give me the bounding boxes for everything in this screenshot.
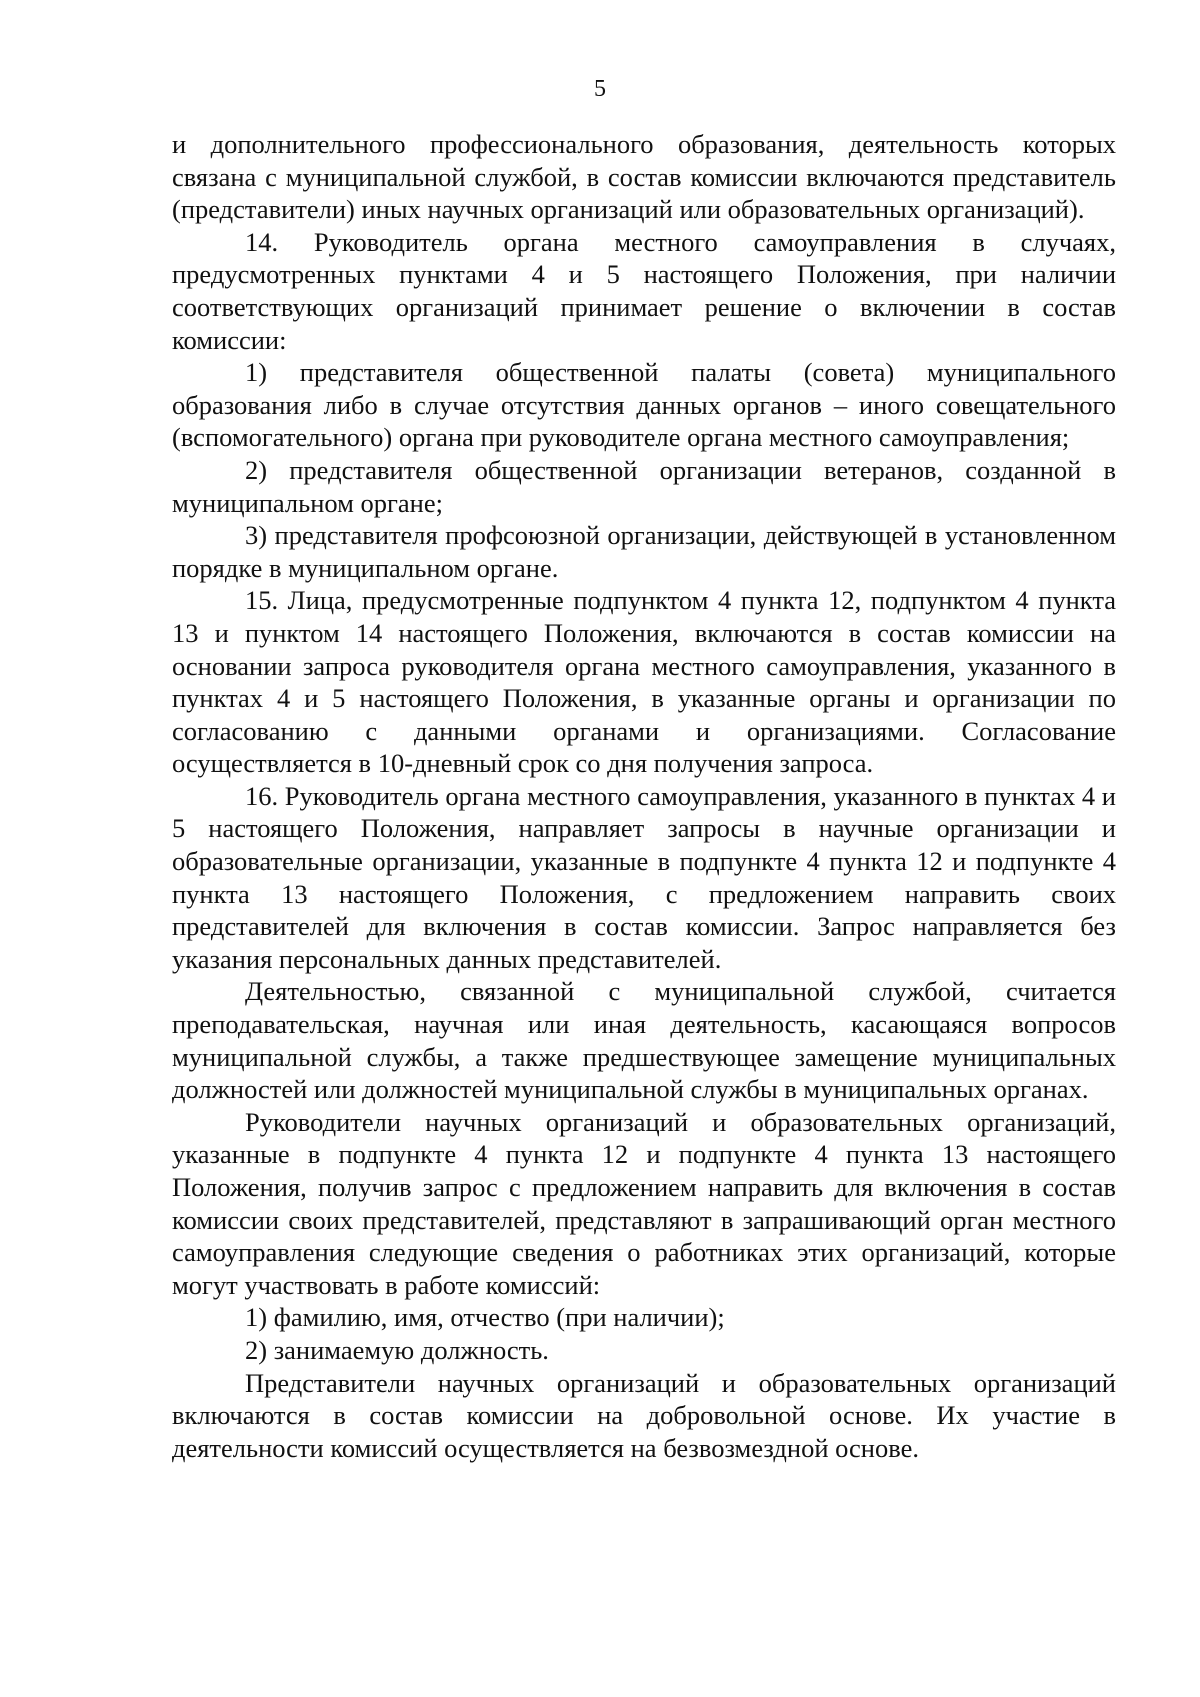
paragraph-item-14: 14. Руководитель органа местного самоуправления в случаях, предусмотренных пунктами 4 и 5 настоящего Положения, при наличии соответствующих организаций принимает решение о включении в состав комиссии: — [172, 226, 1116, 355]
paragraph-activity-definition: Деятельностью, связанной с муниципальной службой, считается преподавательская, научная или иная деятельность, касающаяся вопросов муниципальной службы, а также предшествующее замещение муниципальных должностей или должностей муниципальной службы в муниципальных органах. — [172, 976, 1116, 1105]
paragraph-item-16: 16. Руководитель органа местного самоуправления, указанного в пунктах 4 и 5 настоящего Положения, направляет запросы в научные организации и образовательные организации, указанные в подпункте 4 пункта 12 и подпункте 4 пункта 13 настоящего Положения, с предложением направить своих представителей для включения в состав комиссии. Запрос направляется без указания персональных данных представителей. — [172, 780, 1116, 974]
page-number: 5 — [594, 76, 606, 102]
list-item-14-3: 3) представителя профсоюзной организации, действующей в установленном порядке в муниципальном органе. — [172, 520, 1116, 583]
list-item-14-2: 2) представителя общественной организации ветеранов, созданной в муниципальном органе; — [172, 454, 1116, 518]
paragraph-representatives: Представители научных организаций и образовательных организаций включаются в состав комиссии на добровольной основе. Их участие в деятельности комиссий осуществляется на безвозмездной основе. — [172, 1367, 1116, 1463]
paragraph-continuation: и дополнительного профессионального образования, деятельность которых связана с муниципальной службой, в состав комиссии включаются представитель (представители) иных научных организаций или образовательных организаций). — [172, 129, 1116, 225]
paragraph-heads-of-organizations: Руководители научных организаций и образовательных организаций, указанные в подпункте 4 пункта 12 и подпункте 4 пункта 13 настоящего Положения, получив запрос с предложением направить для включения в состав комиссии своих представителей, представляют в запрашивающий орган местного самоуправления следующие сведения о работниках этих организаций, которые могут участвовать в работе комиссий: — [172, 1106, 1116, 1300]
list-item-14-1: 1) представителя общественной палаты (совета) муниципального образования либо в случае отсутствия данных органов – иного совещательного (вспомогательного) органа при руководителе органа местного самоуправления; — [172, 357, 1116, 453]
document-body — [172, 128, 1116, 1464]
paragraph-item-15: 15. Лица, предусмотренные подпунктом 4 пункта 12, подпунктом 4 пункта 13 и пунктом 14 настоящего Положения, включаются в состав комиссии на основании запроса руководителя органа местного самоуправления, указанного в пунктах 4 и 5 настоящего Положения, в указанные органы и организации по согласованию с данными органами и организациями. Согласование осуществляется в 10-дневный срок со дня получения запроса. — [172, 585, 1116, 779]
list-item-16-1: 1) фамилию, имя, отчество (при наличии); — [245, 1302, 725, 1333]
list-item-16-2: 2) занимаемую должность. — [245, 1334, 549, 1365]
